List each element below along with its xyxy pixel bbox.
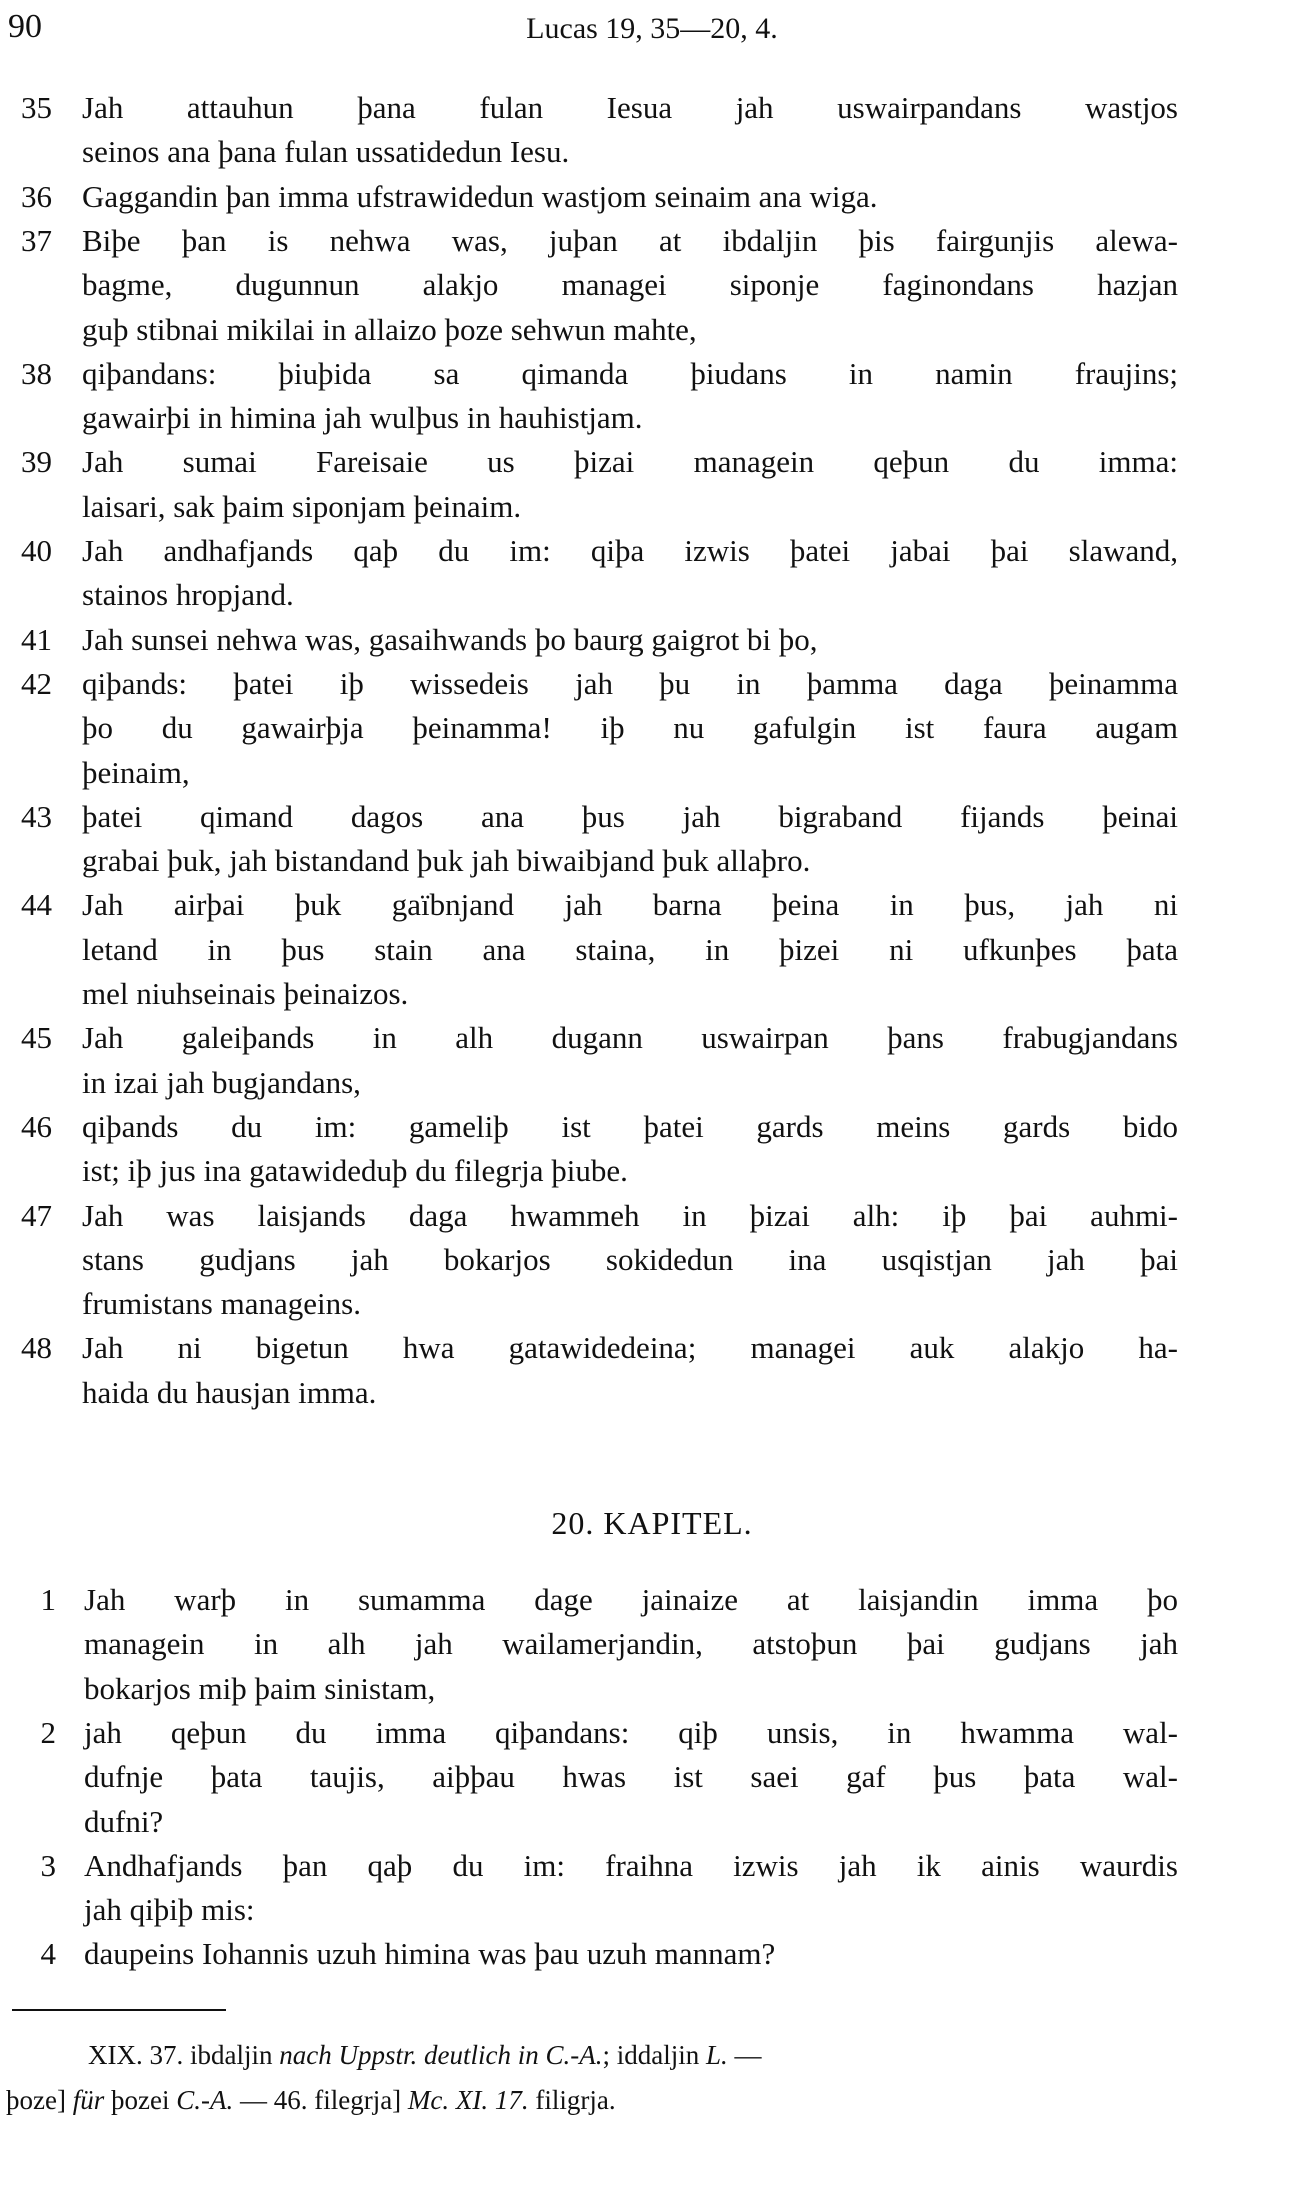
- verse-number: 3: [40, 1847, 56, 1883]
- verse-line: bokarjos miþ þaim sinistam,: [84, 1670, 436, 1706]
- running-title: Lucas 19, 35—20, 4.: [526, 12, 778, 45]
- footnote-italic-segment: C.-A.: [176, 2085, 234, 2115]
- verse-number: 44: [21, 887, 52, 923]
- verse-number: 2: [40, 1714, 56, 1750]
- verse-line: ist; iþ jus ina gatawideduþ du filegrja þiube.: [82, 1153, 628, 1189]
- verse-line: managein in alh jah wailamerjandin, atstoþun þai gudjans jah: [84, 1626, 1178, 1662]
- verse-number: 40: [21, 533, 52, 568]
- verse-line: in izai jah bugjandans,: [82, 1064, 361, 1100]
- footnote-italic-segment: Mc. XI. 17.: [407, 2085, 529, 2115]
- verse-number: 45: [21, 1020, 52, 1056]
- verse-line: þo du gawairþja þeinamma! iþ nu gafulgin ist faura augam: [82, 710, 1178, 746]
- verse-number: 37: [21, 222, 52, 258]
- verse-line: Biþe þan is nehwa was, juþan at ibdaljin þis fairgunjis alewa-: [82, 222, 1178, 258]
- verse-line: Jah galeiþands in alh dugann uswairpan þans frabugjandans: [82, 1020, 1178, 1056]
- verse-line: jah qeþun du imma qiþandans: qiþ unsis, in hwamma wal-: [84, 1714, 1178, 1750]
- verse-line: Jah ni bigetun hwa gatawidedeina; managei auk alakjo ha-: [82, 1330, 1178, 1366]
- verse-line: gawairþi in himina jah wulþus in hauhistjam.: [82, 400, 643, 436]
- verse-number: 39: [21, 444, 52, 480]
- verse-number: 4: [40, 1936, 56, 1972]
- verse-line: stainos hropjand.: [82, 577, 294, 613]
- verse-line: mel niuhseinais þeinaizos.: [82, 976, 409, 1011]
- verse-line: Jah attauhun þana fulan Iesua jah uswairpandans wastjos: [82, 90, 1178, 125]
- chapter-heading: 20. KAPITEL.: [551, 1505, 753, 1541]
- verse-line: guþ stibnai mikilai in allaizo þoze sehwun mahte,: [82, 311, 697, 347]
- verse-line: bagme, dugunnun alakjo managei siponje faginondans hazjan: [82, 267, 1178, 303]
- footnote-italic-segment: für: [72, 2085, 105, 2115]
- verse-number: 48: [21, 1330, 52, 1366]
- verse-line: seinos ana þana fulan ussatidedun Iesu.: [82, 134, 570, 170]
- verse-line: Jah sunsei nehwa was, gasaihwands þo baurg gaigrot bi þo,: [82, 621, 818, 657]
- verse-line: Gaggandin þan imma ufstrawidedun wastjom seinaim ana wiga.: [82, 178, 878, 214]
- footnote-segment: XIX. 37. ibdaljin: [88, 2040, 280, 2070]
- verse-line: Jah airþai þuk gaïbnjand jah barna þeina in þus, jah ni: [82, 887, 1178, 923]
- footnote-segment: filigrja.: [528, 2085, 616, 2115]
- verse-line: þeinaim,: [82, 754, 190, 790]
- footnote-segment: þozei: [104, 2085, 177, 2115]
- footnote-italic-segment: nach Uppstr. deutlich in C.-A.: [279, 2040, 603, 2070]
- verse-line: qiþandans: þiuþida sa qimanda þiudans in namin fraujins;: [82, 355, 1178, 391]
- verse-line: daupeins Iohannis uzuh himina was þau uzuh mannam?: [84, 1936, 776, 1972]
- verse-line: stans gudjans jah bokarjos sokidedun ina usqistjan jah þai: [82, 1241, 1178, 1277]
- verse-line: grabai þuk, jah bistandand þuk jah biwaibjand þuk allaþro.: [82, 843, 811, 879]
- verse-line: Jah andhafjands qaþ du im: qiþa izwis þatei jabai þai slawand,: [82, 533, 1178, 568]
- verse-number: 46: [21, 1108, 52, 1144]
- footnote-rule: [12, 2009, 226, 2011]
- verse-line: dufni?: [84, 1803, 164, 1839]
- footnote-italic-segment: L.: [705, 2040, 728, 2070]
- verse-number: 36: [21, 178, 52, 214]
- verse-line: qiþands: þatei iþ wissedeis jah þu in þamma daga þeinamma: [82, 665, 1178, 701]
- verse-line: laisari, sak þaim siponjam þeinaim.: [82, 488, 522, 524]
- verse-number: 1: [40, 1582, 56, 1617]
- verse-line: frumistans manageins.: [82, 1286, 361, 1322]
- verse-number: 35: [21, 90, 52, 125]
- verse-line: Jah sumai Fareisaie us þizai managein qeþun du imma:: [82, 444, 1178, 480]
- verse-line: þatei qimand dagos ana þus jah bigraband fijands þeinai: [82, 798, 1178, 834]
- verse-number: 41: [21, 621, 52, 657]
- verse-number: 43: [21, 798, 52, 834]
- verse-line: Andhafjands þan qaþ du im: fraihna izwis jah ik ainis waurdis: [84, 1847, 1178, 1883]
- verse-line: dufnje þata taujis, aiþþau hwas ist saei gaf þus þata wal-: [84, 1759, 1178, 1795]
- footnote-segment: — 46. filegrja]: [233, 2085, 408, 2115]
- footnote-segment: ; iddaljin: [602, 2040, 706, 2070]
- footnote-segment: —: [727, 2040, 762, 2070]
- verse-line: jah qiþiþ mis:: [84, 1892, 255, 1928]
- verse-line: Jah warþ in sumamma dage jainaize at laisjandin imma þo: [84, 1582, 1178, 1617]
- verse-line: qiþands du im: gameliþ ist þatei gards meins gards bido: [82, 1108, 1178, 1144]
- footnote-line: [88, 2038, 762, 2072]
- footnote-line: [6, 2083, 616, 2117]
- verse-number: 38: [21, 355, 52, 391]
- verse-line: letand in þus stain ana staina, in þizei ni ufkunþes þata: [82, 931, 1178, 967]
- footnote-segment: þoze]: [6, 2085, 73, 2115]
- page-number: 90: [8, 8, 42, 45]
- verse-line: Jah was laisjands daga hwammeh in þizai alh: iþ þai auhmi-: [82, 1197, 1178, 1233]
- verse-number: 47: [21, 1197, 52, 1233]
- verse-line: haida du hausjan imma.: [82, 1374, 377, 1410]
- verse-number: 42: [21, 665, 52, 701]
